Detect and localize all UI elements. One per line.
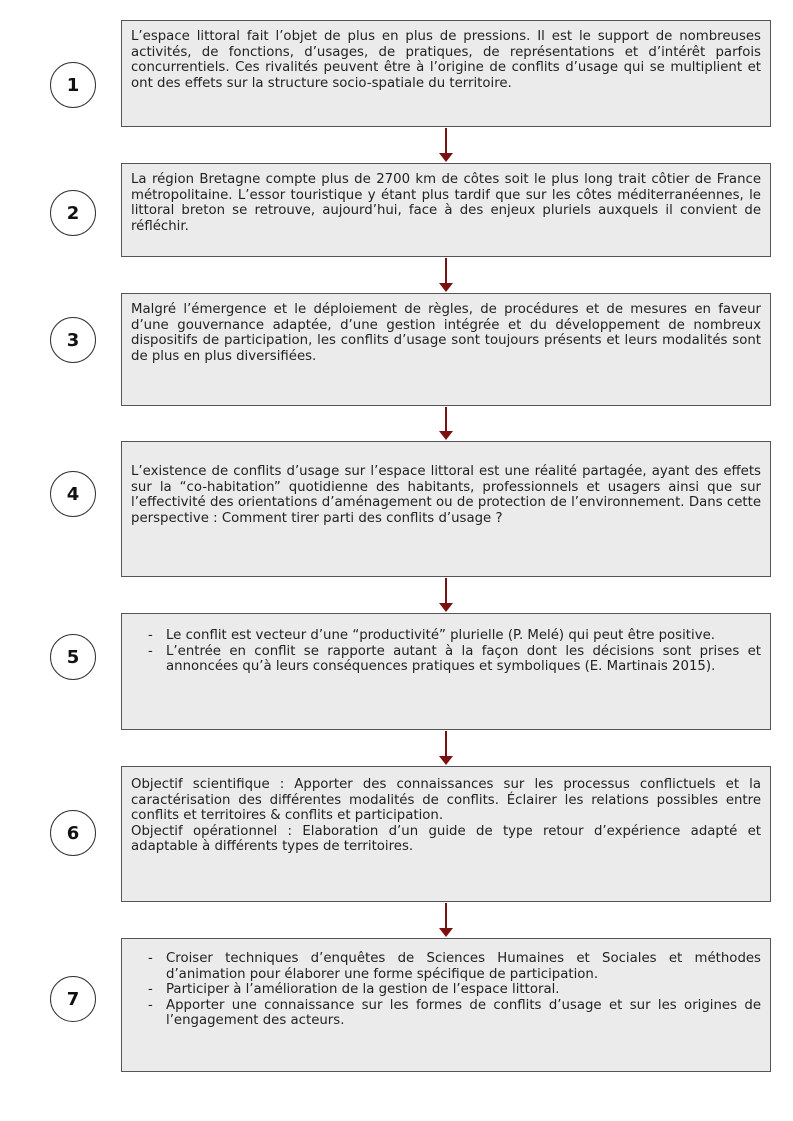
step-number-badge: 1 [50, 62, 96, 108]
list-item: - Le conflit est vecteur d’une “productivité” plurielle (P. Melé) qui peut être positive. [131, 628, 761, 644]
step-text-box [121, 163, 771, 257]
down-arrow-icon [437, 731, 455, 765]
step-number-badge: 4 [50, 471, 96, 517]
down-arrow-icon [437, 258, 455, 292]
step-paragraph: Malgré l’émergence et le déploiement de règles, de procédures et de mesures en faveur d’une gouvernance adaptée, d’une gestion intégrée et du développement de nombreux dispositifs de participation, les conflits d’usage sont toujours présents et leurs modalités sont de plus en plus diversifiées. [131, 302, 761, 364]
step-text-box [121, 20, 771, 127]
list-item: - L’entrée en conflit se rapporte autant à la façon dont les décisions sont prises et annoncées qu’à leurs conséquences pratiques et symboliques (E. Martinais 2015). [131, 644, 761, 675]
step-text-box [121, 766, 771, 902]
step-text-box [121, 441, 771, 577]
step-number-badge: 2 [50, 190, 96, 236]
step-text-box [121, 938, 771, 1072]
step-paragraph: La région Bretagne compte plus de 2700 km de côtes soit le plus long trait côtier de France métropolitaine. L’essor touristique y étant plus tardif que sur les côtes méditerranéennes, le littoral breton se retrouve, aujourd’hui, face à des enjeux pluriels auxquels il convient de réfléchir. [131, 172, 761, 234]
step-number-badge: 3 [50, 317, 96, 363]
down-arrow-icon [437, 578, 455, 612]
step-number-badge: 7 [50, 976, 96, 1022]
list-item: - Croiser techniques d’enquêtes de Sciences Humaines et Sociales et méthodes d’animation pour élaborer une forme spécifique de participation. [131, 951, 761, 982]
down-arrow-icon [437, 128, 455, 162]
down-arrow-icon [437, 407, 455, 440]
step-paragraph: Objectif opérationnel : Elaboration d’un guide de type retour d’expérience adapté et adaptable à différents types de territoires. [131, 823, 761, 855]
step-paragraph: Objectif scientifique : Apporter des connaissances sur les processus conflictuels et la caractérisation des différentes modalités de conflits. Éclairer les relations possibles entre conflits et territoires & conflits et participation. [131, 777, 761, 824]
step-number-badge: 5 [50, 634, 96, 680]
list-item: - Apporter une connaissance sur les formes de conflits d’usage et sur les origines de l’engagement des acteurs. [131, 998, 761, 1029]
down-arrow-icon [437, 903, 455, 937]
step-bullet-list [131, 628, 761, 675]
list-item: - Participer à l’amélioration de la gestion de l’espace littoral. [131, 982, 761, 998]
step-number-badge: 6 [50, 810, 96, 856]
step-paragraph: L’existence de conflits d’usage sur l’espace littoral est une réalité partagée, ayant des effets sur la “co-habitation” quotidienne des habitants, professionnels et usagers ainsi que sur l’effectivité des orientations d’aménagement ou de protection de l’environnement. Dans cette perspective : Comment tirer parti des conflits d’usage ? [131, 464, 761, 526]
step-bullet-list [131, 951, 761, 1029]
step-text-box [121, 293, 771, 406]
step-paragraph: L’espace littoral fait l’objet de plus en plus de pressions. Il est le support de nombreuses activités, de fonctions, d’usages, de pratiques, de représentations et d’intérêt parfois concurrentiels. Ces rivalités peuvent être à l’origine de conflits d’usage qui se multiplient et ont des effets sur la structure socio-spatiale du territoire. [131, 29, 761, 91]
step-text-box [121, 613, 771, 730]
